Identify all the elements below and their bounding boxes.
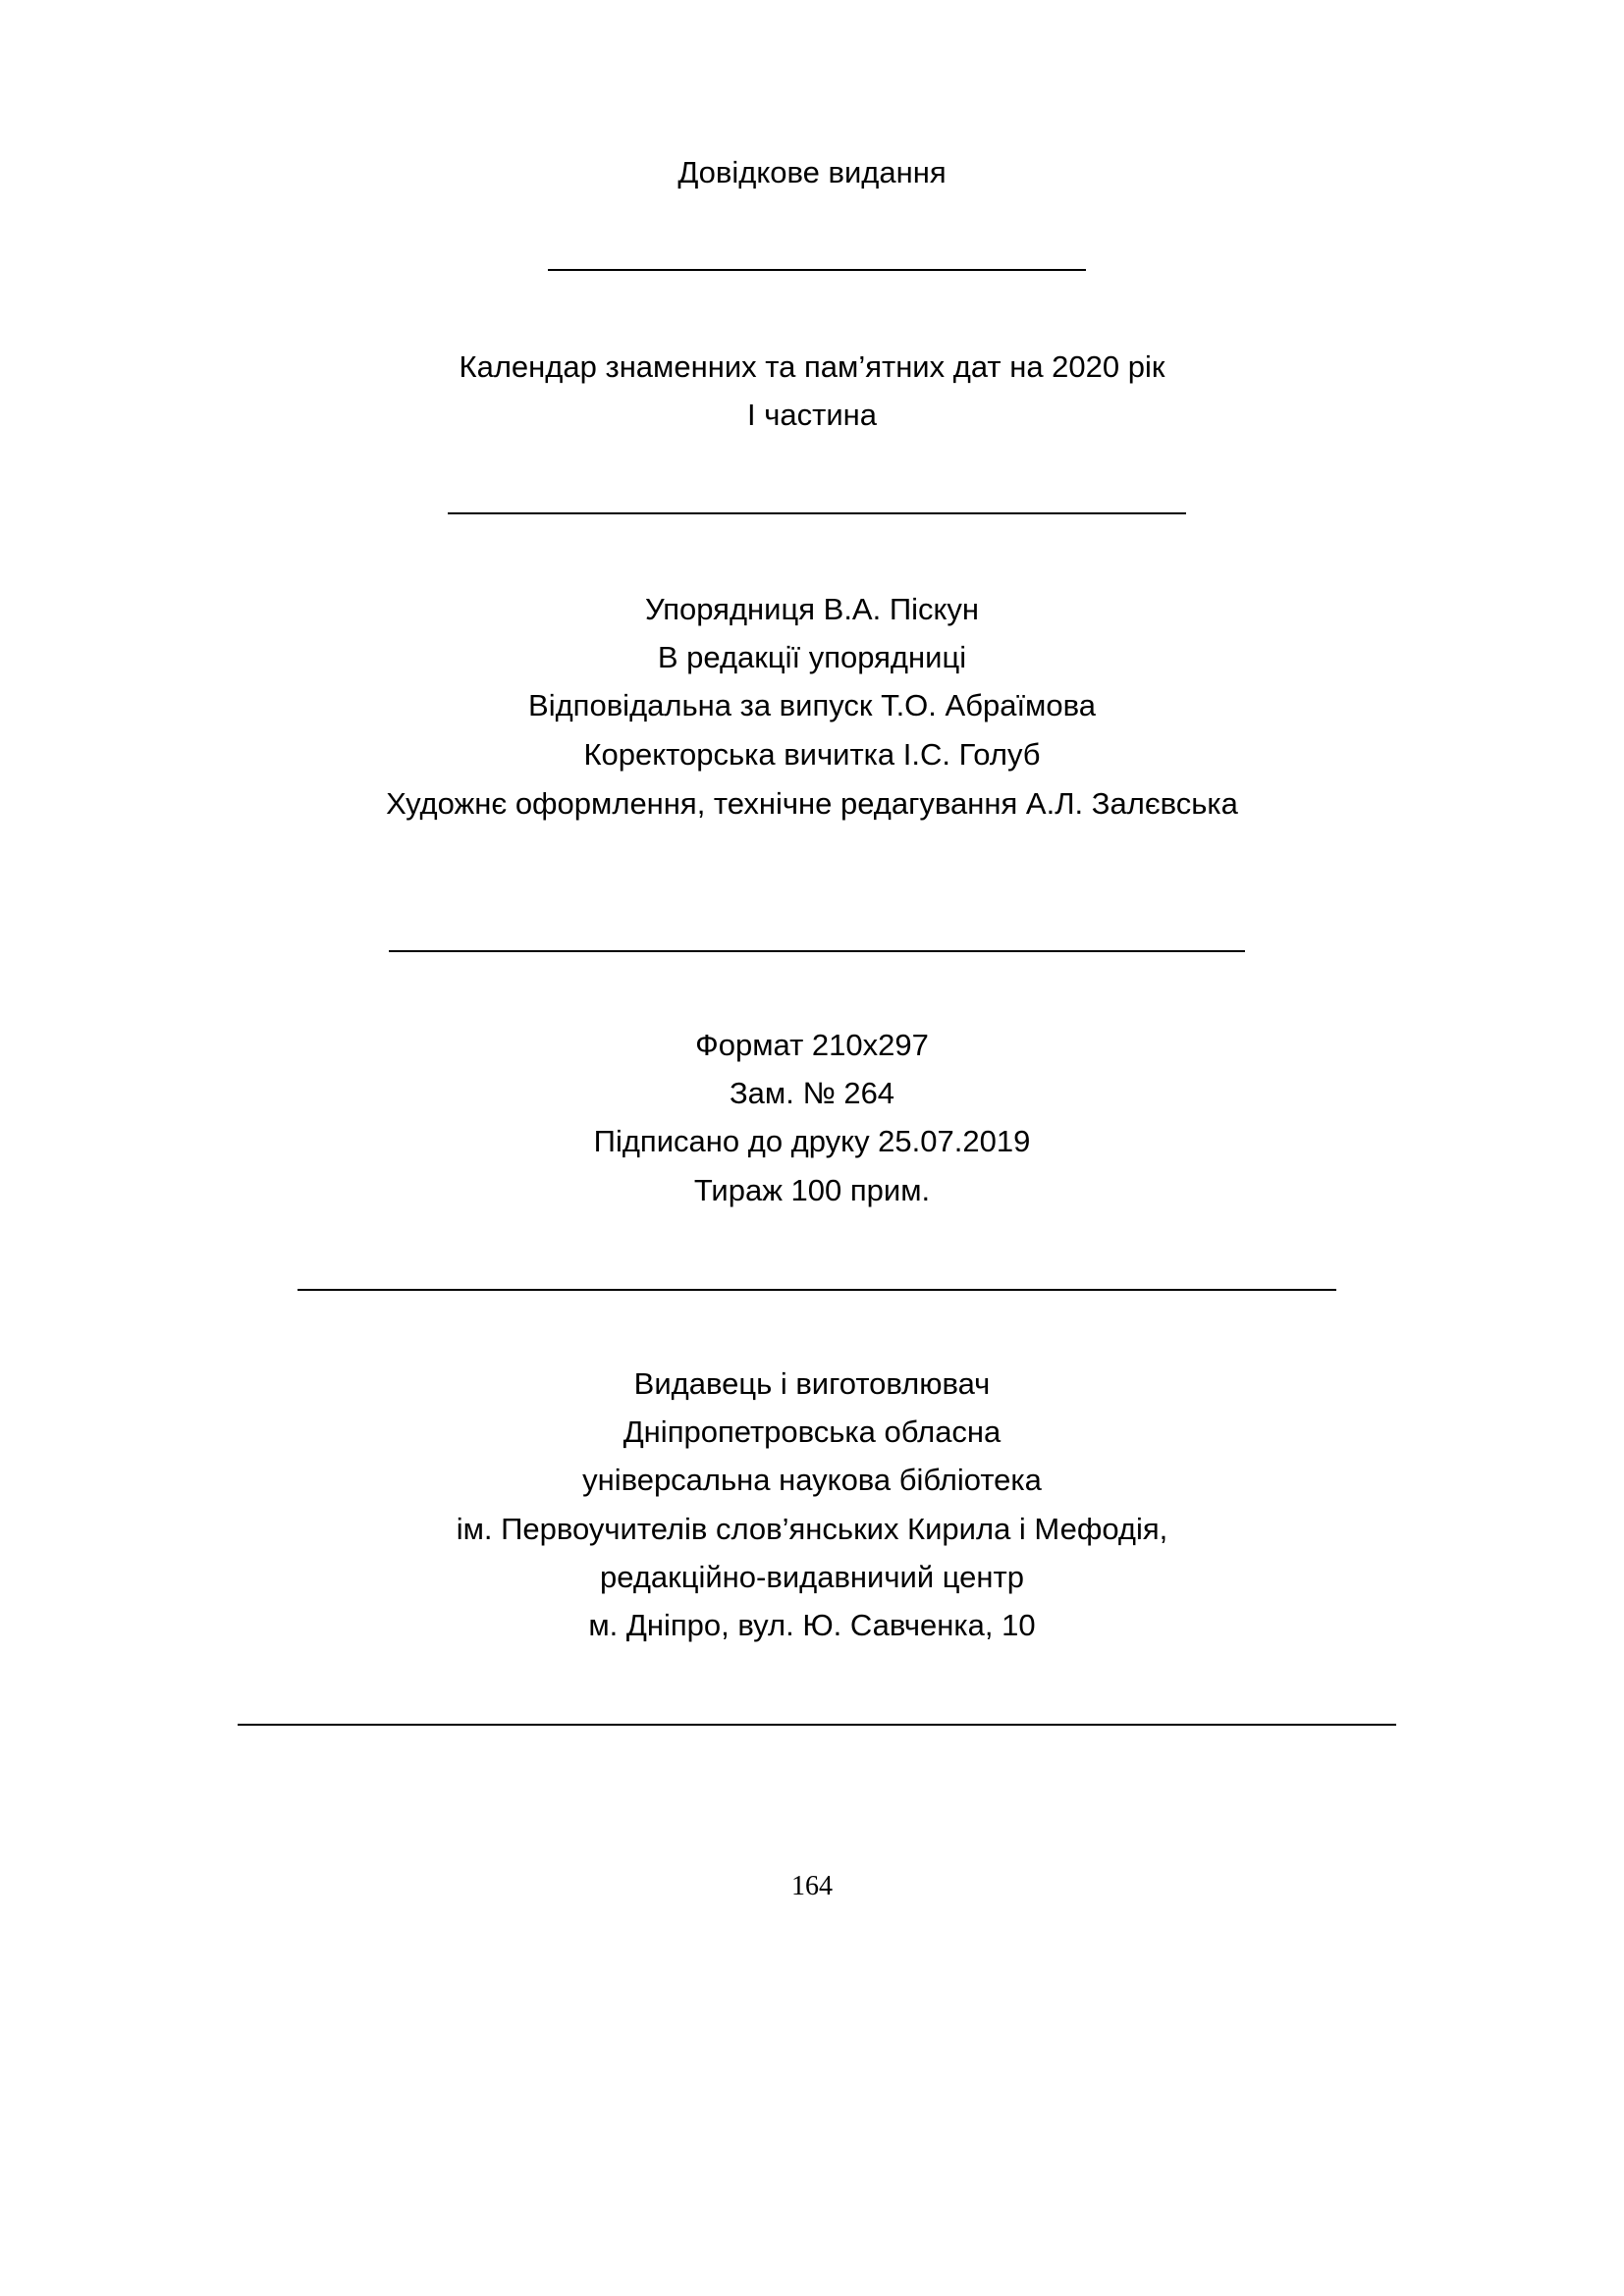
print-order: Зам. № 264 (729, 1076, 895, 1110)
publisher-line-4: ім. Первоучителів слов’янських Кирила і Мефодія, (456, 1512, 1168, 1546)
print-circulation: Тираж 100 прим. (693, 1173, 931, 1207)
edition-type: Довідкове видання (677, 155, 947, 189)
publisher-address: м. Дніпро, вул. Ю. Савченка, 10 (588, 1608, 1036, 1642)
credit-compiler: Упорядниця В.А. Піскун (644, 592, 980, 626)
credit-editor: В редакції упорядниці (657, 640, 967, 674)
publisher-line-5: редакційно-видавничий центр (600, 1560, 1024, 1594)
divider-1 (548, 269, 1086, 271)
publisher-line-1: Видавець і виготовлювач (633, 1366, 991, 1401)
divider-2 (448, 512, 1186, 514)
divider-5 (238, 1724, 1396, 1726)
page-number: 164 (791, 1871, 833, 1901)
divider-4 (298, 1289, 1336, 1291)
credit-responsible: Відповідальна за випуск Т.О. Абраїмова (528, 688, 1096, 722)
divider-3 (389, 950, 1245, 952)
print-format: Формат 210х297 (695, 1028, 929, 1062)
print-signed-date: Підписано до друку 25.07.2019 (593, 1124, 1031, 1158)
title-main: Календар знаменних та пам’ятних дат на 2020 рік (459, 349, 1165, 384)
credit-proofreading: Коректорська вичитка І.С. Голуб (583, 737, 1041, 772)
credit-design: Художнє оформлення, технічне редагування А.Л. Залєвська (386, 786, 1238, 821)
title-part: І частина (747, 398, 877, 432)
publisher-line-3: універсальна наукова бібліотека (582, 1463, 1042, 1497)
publisher-line-2: Дніпропетровська обласна (623, 1415, 1001, 1449)
